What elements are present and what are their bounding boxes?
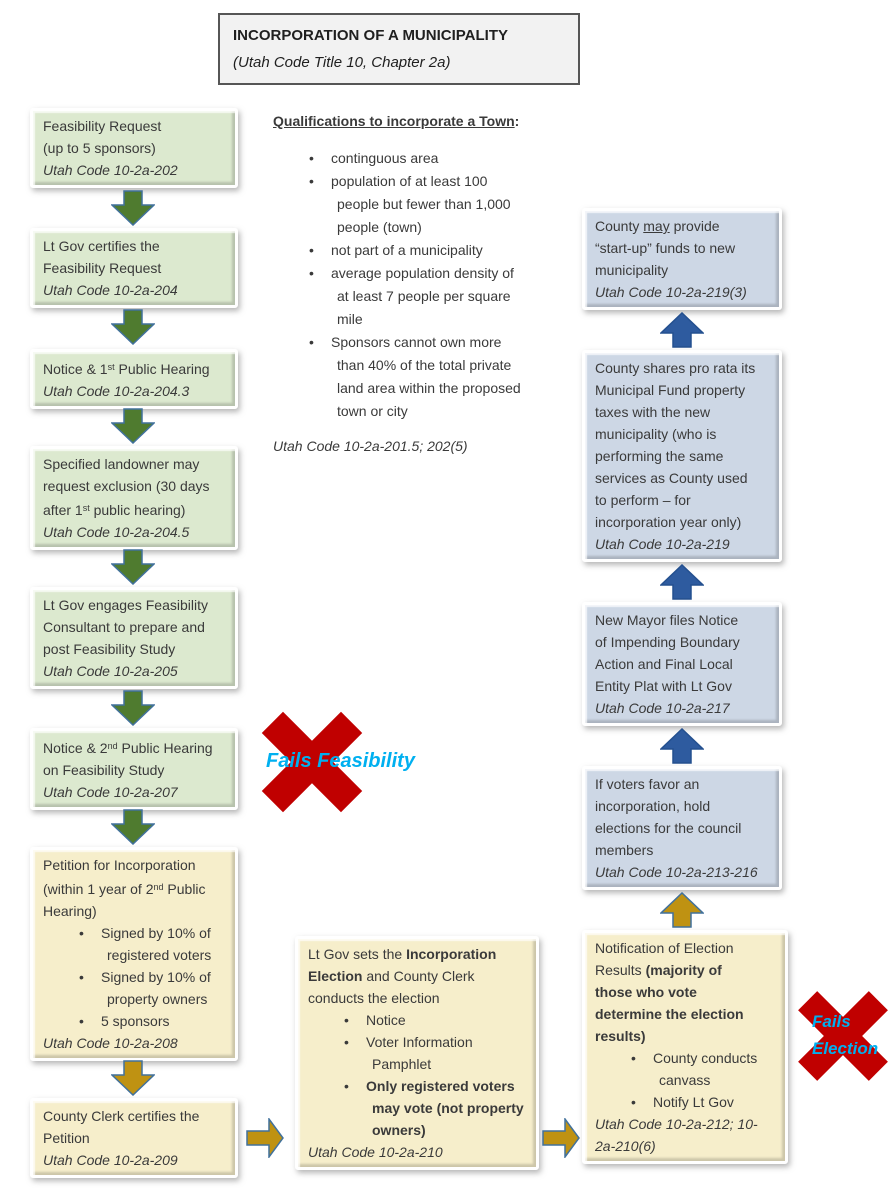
page-title: INCORPORATION OF A MUNICIPALITY [233,27,508,44]
page-subtitle: (Utah Code Title 10, Chapter 2a) [233,54,451,71]
right-arrow-icon [246,1118,284,1158]
fails-feasibility-label: Fails Feasibility [266,750,415,772]
bullet-icon: • [309,265,314,281]
box-ltgov-certifies: Lt Gov certifies the Feasibility Request Utah Code 10-2a-204 [30,228,238,308]
box-first-public-hearing: Notice & 1st Public Hearing Utah Code 10-2a-204.3 [30,349,238,409]
bullet-icon: • [309,334,314,350]
down-arrow-icon [111,408,155,444]
bullet-icon: • [309,242,314,258]
down-arrow-icon [111,309,155,345]
up-arrow-icon [660,564,704,600]
bullet-icon: • [631,1094,636,1110]
up-arrow-icon [660,312,704,348]
fails-election-line1: Fails [812,1012,851,1031]
fails-election-label [812,1008,878,1062]
down-arrow-icon [111,190,155,226]
bullet-icon: • [344,1034,349,1050]
bullet-icon: • [79,925,84,941]
bullet-icon: • [309,150,314,166]
box-pro-rata-taxes: County shares pro rata its Municipal Fund property taxes with the new municipality (who is performing the same services as County used to perform – for incorporation year only) Utah Code 10-2a-219 [582,350,782,562]
box-feasibility-consultant: Lt Gov engages Feasibility Consultant to prepare and post Feasibility Study Utah Code 10-2a-205 [30,587,238,689]
bullet-icon: • [79,1013,84,1029]
bullet-icon: • [309,173,314,189]
box-incorporation-election: Lt Gov sets the Incorporation Election and County Clerk conducts the election • Notice • Voter Information Pamphlet • Only registered voters may vote (not property owners) Utah Code 10-2a-210 [295,936,539,1170]
up-arrow-icon [660,892,704,928]
box-county-clerk-certifies: County Clerk certifies the Petition Utah Code 10-2a-209 [30,1098,238,1178]
bullet-icon: • [344,1078,349,1094]
down-arrow-icon [111,1060,155,1096]
box-council-elections: If voters favor an incorporation, hold elections for the council members Utah Code 10-2a-213-216 [582,766,782,890]
down-arrow-icon [111,690,155,726]
down-arrow-icon [111,809,155,845]
box-second-public-hearing: Notice & 2nd Public Hearing on Feasibility Study Utah Code 10-2a-207 [30,728,238,810]
bullet-icon: • [344,1012,349,1028]
down-arrow-icon [111,549,155,585]
qualifications-panel: Qualifications to incorporate a Town: • continguous area • population of at least 100 people but fewer than 1,000 people (town) • not part of a municipality • average population density of at least 7 people per square mile • Sponsors cannot own more than 40% of the total private land area within the proposed town or city Utah Code 10-2a-201.5; 202(5) [273,113,521,454]
box-landowner-exclusion: Specified landowner may request exclusion (30 days after 1st public hearing) Utah Code 10-2a-204.5 [30,446,238,550]
fails-election-line2: Election [812,1039,879,1058]
box-feasibility-request: Feasibility Request (up to 5 sponsors) Utah Code 10-2a-202 [30,108,238,188]
box-petition-for-incorporation: Petition for Incorporation (within 1 year of 2nd Public Hearing) • Signed by 10% of registered voters • Signed by 10% of property owners • 5 sponsors Utah Code 10-2a-208 [30,847,238,1061]
right-arrow-icon [542,1118,580,1158]
box-boundary-action: New Mayor files Notice of Impending Boundary Action and Final Local Entity Plat with Lt Gov Utah Code 10-2a-217 [582,602,782,726]
bullet-icon: • [79,969,84,985]
box-startup-funds: County may provide “start-up” funds to new municipality Utah Code 10-2a-219(3) [582,208,782,310]
title-box [218,13,580,85]
bullet-icon: • [631,1050,636,1066]
up-arrow-icon [660,728,704,764]
box-election-results: Notification of Election Results (majority of those who vote determine the election results) • County conducts canvass • Notify Lt Gov Utah Code 10-2a-212; 10- 2a-210(6) [582,930,788,1164]
